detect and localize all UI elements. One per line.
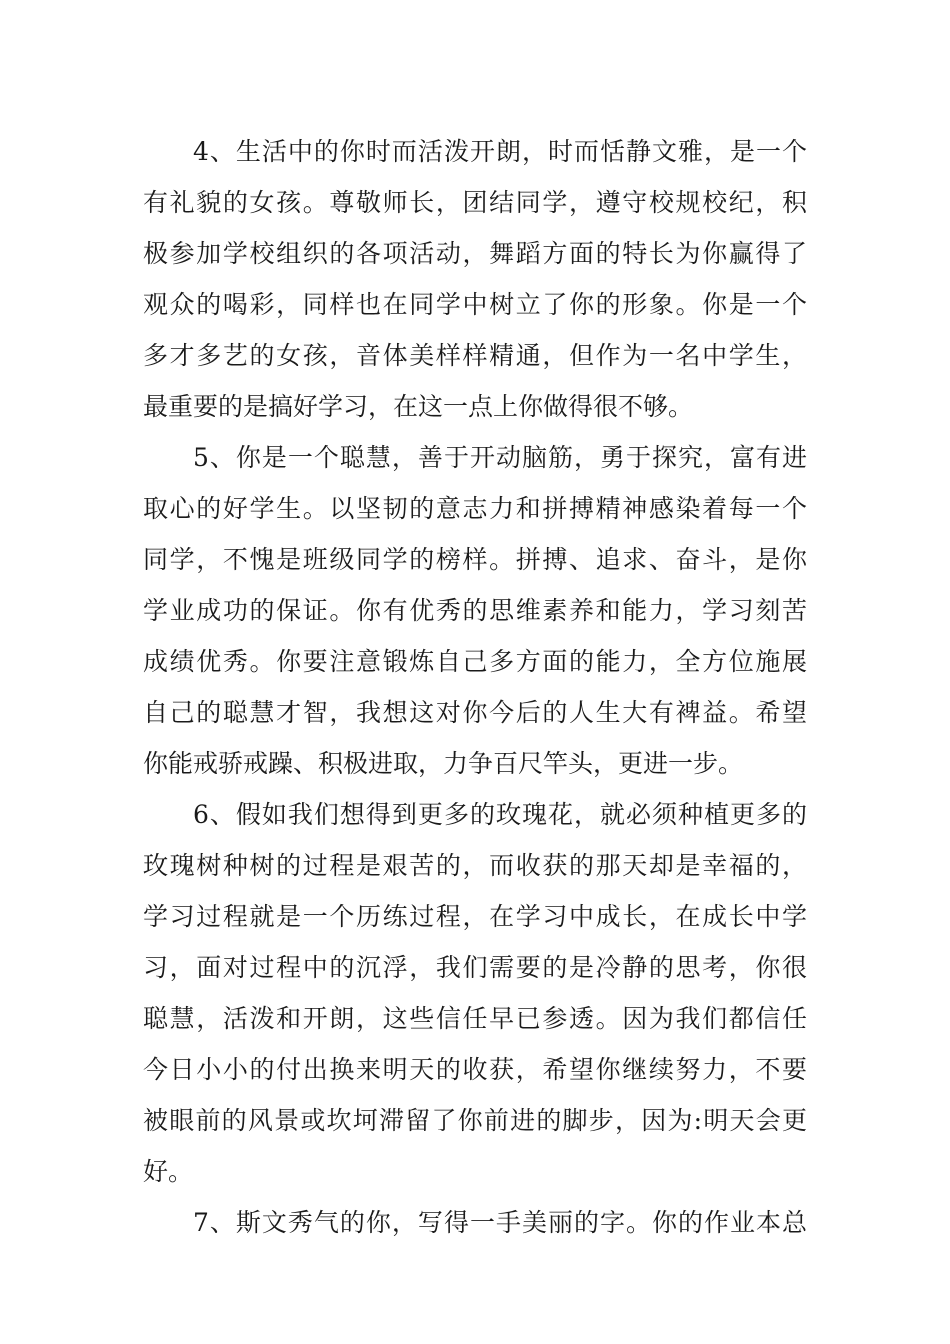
paragraph-6 [143,789,807,1197]
paragraph-line: 好。 [143,1157,194,1186]
paragraph-line: 习，面对过程中的沉浮，我们需要的是冷静的思考，你很 [143,953,807,982]
paragraph-line: 取心的好学生。以坚韧的意志力和拼搏精神感染着每一个 [143,494,807,523]
document-body [143,126,807,1248]
paragraph-4 [143,126,807,432]
paragraph-line: 聪慧，活泼和开朗，这些信任早已参透。因为我们都信任 [143,1004,807,1033]
paragraph-line: 玫瑰树种树的过程是艰苦的，而收获的那天却是幸福的， [143,851,807,880]
paragraph-line: 成绩优秀。你要注意锻炼自己多方面的能力，全方位施展 [143,647,807,676]
paragraph-line: 你能戒骄戒躁、积极进取，力争百尺竿头，更进一步。 [143,749,744,778]
paragraph-line: 被眼前的风景或坎坷滞留了你前进的脚步，因为:明天会更 [143,1106,807,1135]
paragraph-line: 观众的喝彩，同样也在同学中树立了你的形象。你是一个 [143,290,807,319]
paragraph-line: 自己的聪慧才智，我想这对你今后的人生大有裨益。希望 [143,698,807,727]
paragraph-line: 学习过程就是一个历练过程，在学习中成长，在成长中学 [143,902,807,931]
paragraph-line: 7、斯文秀气的你，写得一手美丽的字。你的作业本总 [193,1208,807,1237]
paragraph-line: 极参加学校组织的各项活动，舞蹈方面的特长为你赢得了 [143,239,807,268]
paragraph-7 [143,1197,807,1248]
paragraph-line: 学业成功的保证。你有优秀的思维素养和能力，学习刻苦 [143,596,807,625]
paragraph-line: 有礼貌的女孩。尊敬师长，团结同学，遵守校规校纪，积 [143,188,807,217]
paragraph-line: 6、假如我们想得到更多的玫瑰花，就必须种植更多的 [193,800,807,829]
paragraph-5 [143,432,807,789]
paragraph-line: 5、你是一个聪慧，善于开动脑筋，勇于探究，富有进 [193,443,807,472]
paragraph-line: 4、生活中的你时而活泼开朗，时而恬静文雅，是一个 [193,137,807,166]
paragraph-line: 多才多艺的女孩，音体美样样精通，但作为一名中学生， [143,341,807,370]
paragraph-line: 最重要的是搞好学习，在这一点上你做得很不够。 [143,392,694,421]
paragraph-line: 今日小小的付出换来明天的收获，希望你继续努力，不要 [143,1055,807,1084]
paragraph-line: 同学，不愧是班级同学的榜样。拼搏、追求、奋斗，是你 [143,545,807,574]
